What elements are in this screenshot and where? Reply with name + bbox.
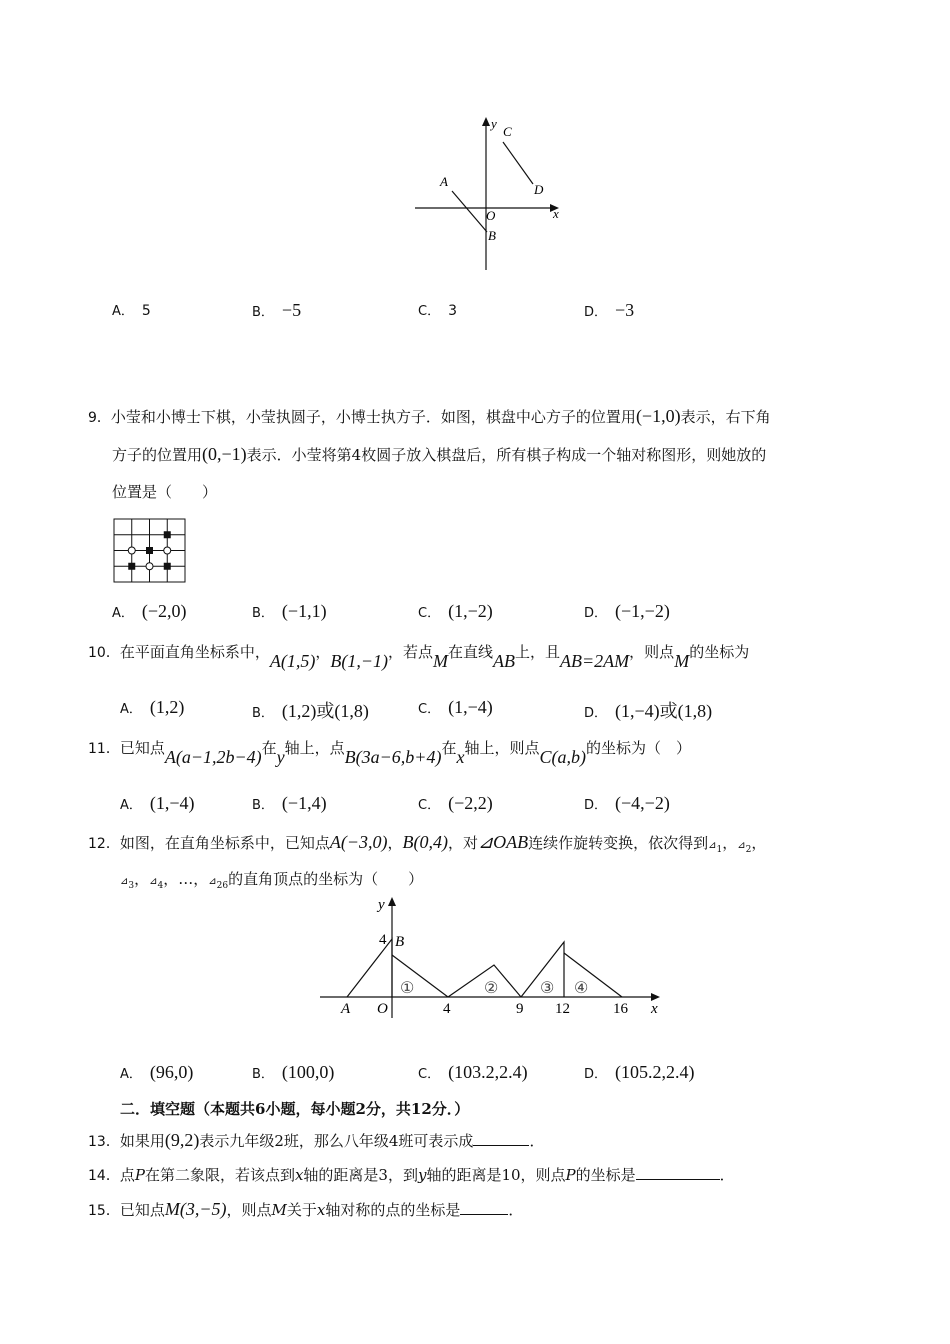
q11-option-b[interactable]	[252, 793, 327, 814]
q10-text: ，	[315, 643, 331, 661]
triangle-symbol: ⊿	[208, 876, 217, 887]
q15-text: ，则点	[226, 1201, 272, 1219]
q13-line	[88, 1130, 544, 1152]
round-piece	[146, 563, 153, 570]
q12-triangle-oab: ⊿OAB	[478, 832, 529, 852]
q10-text: 上，且	[515, 643, 561, 661]
q12-option-c[interactable]	[418, 1062, 528, 1083]
option-label: D．	[584, 606, 608, 621]
option-label: C．	[418, 606, 441, 621]
q9-option-a[interactable]	[112, 601, 187, 622]
q10-text: ，则点	[629, 643, 675, 661]
q9-option-d[interactable]	[584, 601, 670, 622]
label-b: B	[488, 228, 496, 243]
q14-axis-y: y	[417, 1166, 427, 1184]
round-piece	[164, 547, 171, 554]
q9-text: 位置是（ ）	[112, 483, 218, 501]
q8-option-c[interactable]	[418, 300, 457, 319]
q11-option-a[interactable]	[120, 793, 195, 814]
q12-option-a[interactable]	[120, 1062, 193, 1083]
q10-text: 在直线	[448, 643, 494, 661]
label-4-y: 4	[379, 932, 387, 948]
option-label: B．	[252, 305, 274, 320]
triangle-symbol: ⊿	[708, 840, 717, 851]
tick-9: 9	[516, 1001, 524, 1017]
tick-12: 12	[555, 1001, 570, 1017]
tick-16: 16	[613, 1001, 628, 1017]
round-piece	[128, 547, 135, 554]
triangle-subscript: 2	[745, 845, 752, 855]
q10-text: ，若点	[387, 643, 433, 661]
q10-line-ab: AB	[493, 651, 516, 671]
q12-text: ，对	[447, 834, 478, 852]
q14-text: 点	[119, 1166, 135, 1184]
q10-option-d[interactable]	[584, 697, 712, 723]
q10-point-m2: M	[674, 651, 690, 671]
q9-option-c[interactable]	[418, 601, 493, 622]
option-label: A．	[120, 1067, 142, 1082]
option-label: A．	[112, 304, 134, 319]
q12-text: ，	[387, 834, 403, 852]
q10-text: 在平面直角坐标系中，	[119, 643, 270, 661]
section-heading: 二．填空题（本题共6小题，每小题2分，共12分．）	[120, 1100, 470, 1118]
label-y: y	[491, 116, 497, 131]
q15-point-m2: M	[271, 1201, 287, 1219]
q15-point-m: M(3,−5)	[164, 1199, 227, 1219]
option-label: D．	[584, 305, 608, 320]
label-c: C	[503, 124, 512, 139]
q9-board-figure	[112, 517, 188, 585]
q11-axis-y: y	[276, 747, 285, 767]
q12-point-b: B(0,4)	[402, 832, 448, 852]
option-value: (−4,−2)	[615, 793, 670, 813]
q9-text: 表示．小莹将第4枚圆子放入棋盘后，所有棋子构成一个轴对称图形，则她放的	[246, 446, 767, 464]
label-x: x	[553, 206, 559, 221]
option-value: (1,2)	[149, 697, 185, 717]
circle-label-4: ④	[574, 980, 589, 997]
question-number: 15．	[88, 1203, 120, 1219]
label-a: A	[341, 1001, 351, 1017]
q12-figure	[318, 893, 668, 1025]
option-value: (1,−4)或(1,8)	[615, 701, 713, 721]
q10-option-b[interactable]	[252, 697, 369, 723]
option-label: A．	[120, 702, 142, 717]
q15-text: 已知点	[119, 1201, 165, 1219]
q9-text: 表示，右下角	[680, 408, 771, 426]
option-value: (1,−4)	[448, 697, 493, 717]
option-value: (1,−2)	[448, 601, 493, 621]
q12-text: ，	[134, 870, 150, 888]
q14-axis-x: x	[294, 1166, 304, 1184]
q10-point-m: M	[433, 651, 448, 671]
y-axis-arrow	[482, 117, 490, 126]
circle-label-2: ②	[484, 980, 499, 997]
question-number: 12．	[88, 836, 120, 852]
q13-text: ．	[529, 1132, 545, 1150]
q11-text: 轴上，点	[284, 739, 345, 757]
circle-label-1: ①	[400, 980, 415, 997]
answer-blank[interactable]	[636, 1165, 720, 1180]
q13-text: 表示九年级2班，那么八年级4班可表示成	[199, 1132, 474, 1150]
q10-line1	[88, 641, 750, 671]
triangle-symbol: ⊿	[120, 876, 129, 887]
triangle-4	[564, 953, 622, 997]
q14-line	[88, 1165, 735, 1186]
tick-4: 4	[443, 1001, 451, 1017]
triangle-subscript: 4	[157, 881, 164, 891]
q15-axis-x: x	[316, 1201, 326, 1219]
q14-text: ．	[719, 1166, 735, 1184]
q11-text: 的坐标为（ ）	[585, 739, 691, 757]
label-d: D	[534, 182, 544, 197]
option-value: (−1,−2)	[615, 601, 670, 621]
q11-point-c: C(a,b)	[539, 747, 586, 767]
q9-point1: (−1,0)	[635, 406, 681, 426]
q10-point-b: B(1,−1)	[330, 651, 388, 671]
q12-text: 连续作旋转变换，依次得到	[528, 834, 709, 852]
triangle-subscript: 3	[128, 881, 135, 891]
question-number: 14．	[88, 1168, 120, 1184]
q9-text: 小莹和小博士下棋，小莹执圆子，小博士执方子．如图，棋盘中心方子的位置用	[110, 408, 636, 426]
segment-ab	[452, 191, 487, 232]
q11-point-a: A(a−1,2b−4)	[164, 747, 262, 767]
option-value: 5	[141, 303, 151, 319]
option-value: (105.2,2.4)	[615, 1062, 695, 1082]
q11-text: 已知点	[119, 739, 165, 757]
option-label: A．	[112, 606, 134, 621]
x-axis-arrow	[651, 993, 660, 1001]
q15-text: 轴对称的点的坐标是	[325, 1201, 461, 1219]
q12-text: 的直角顶点的坐标为（ ）	[228, 870, 424, 888]
q13-text: 如果用	[119, 1132, 165, 1150]
question-number: 13．	[88, 1134, 120, 1150]
option-label: B．	[252, 798, 274, 813]
q12-option-b[interactable]	[252, 1062, 334, 1083]
q8-option-b[interactable]	[252, 300, 301, 321]
square-piece	[128, 563, 135, 570]
triangle-subscript: 26	[216, 881, 229, 891]
q11-point-b: B(3a−6,b+4)	[344, 747, 442, 767]
triangle-symbol: ⊿	[149, 876, 158, 887]
q10-option-c[interactable]	[418, 697, 493, 718]
q11-text: 在	[261, 739, 277, 757]
option-label: C．	[418, 1067, 441, 1082]
q14-text: 的坐标是	[575, 1166, 636, 1184]
q12-text: ，	[751, 834, 767, 852]
triangle-subscript: 1	[716, 845, 723, 855]
q13-point: (9,2)	[164, 1130, 200, 1150]
q9-point2: (0,−1)	[202, 444, 247, 464]
option-value: (−1,4)	[281, 793, 327, 813]
option-label: D．	[584, 706, 608, 721]
triangle-symbol: ⊿	[737, 840, 746, 851]
option-value: 3	[448, 303, 457, 319]
option-value: (103.2,2.4)	[448, 1062, 528, 1082]
q11-text: 轴上，则点	[464, 739, 540, 757]
label-b: B	[395, 934, 405, 950]
option-value: (96,0)	[149, 1062, 194, 1082]
square-piece	[146, 547, 153, 554]
q14-text: 在第二象限，若该点到	[144, 1166, 295, 1184]
label-o: O	[486, 208, 496, 223]
option-label: C．	[418, 304, 441, 319]
option-value: −5	[281, 300, 302, 320]
option-label: B．	[252, 606, 274, 621]
label-a: A	[440, 174, 448, 189]
q14-point-p2: P	[565, 1166, 576, 1184]
q11-line1	[88, 737, 691, 767]
q15-text: 关于	[286, 1201, 317, 1219]
q11-option-c[interactable]	[418, 793, 493, 814]
option-label: B．	[252, 1067, 274, 1082]
option-label: D．	[584, 1067, 608, 1082]
option-label: C．	[418, 702, 441, 717]
question-number: 10．	[88, 645, 120, 661]
q12-point-a: A(−3,0)	[329, 832, 388, 852]
label-o: O	[377, 1001, 388, 1017]
q10-option-a[interactable]	[120, 697, 184, 718]
q12-text: ，…，	[163, 870, 209, 888]
option-label: D．	[584, 798, 608, 813]
option-value: (−2,2)	[448, 793, 493, 813]
q9-line2	[112, 444, 766, 465]
label-y: y	[378, 897, 385, 913]
q8-option-d[interactable]	[584, 300, 634, 321]
question-number: 9．	[88, 410, 111, 426]
q11-text: 在	[441, 739, 457, 757]
option-value: (1,−4)	[149, 793, 195, 813]
option-label: A．	[120, 798, 142, 813]
segment-cd	[503, 142, 533, 184]
square-piece	[164, 531, 171, 538]
q15-text: ．	[508, 1201, 524, 1219]
q11-axis-x: x	[456, 747, 465, 767]
q10-point-a: A(1,5)	[269, 651, 316, 671]
square-piece	[164, 563, 171, 570]
option-value: (1,2)或(1,8)	[281, 701, 369, 721]
option-label: C．	[418, 798, 441, 813]
q10-equation: AB=2AM	[560, 651, 630, 671]
q9-line3	[112, 482, 217, 502]
q10-text: 的坐标为	[689, 643, 750, 661]
q12-line2	[120, 869, 423, 896]
q9-text: 方子的位置用	[112, 446, 203, 464]
option-value: (100,0)	[281, 1062, 335, 1082]
option-value: −3	[615, 300, 635, 320]
q8-option-a[interactable]	[112, 300, 151, 319]
q9-line1	[88, 406, 771, 428]
q12-text: 如图，在直角坐标系中，已知点	[119, 834, 330, 852]
y-axis-arrow	[388, 897, 396, 906]
q8-figure	[405, 112, 575, 274]
option-value: (−2,0)	[141, 601, 187, 621]
option-label: B．	[252, 706, 274, 721]
q14-text: 轴的距离是10，则点	[426, 1166, 566, 1184]
q9-option-b[interactable]	[252, 601, 327, 622]
q12-option-d[interactable]	[584, 1062, 695, 1083]
circle-label-3: ③	[540, 980, 555, 997]
answer-blank[interactable]	[473, 1131, 529, 1146]
q14-point-p: P	[134, 1166, 145, 1184]
question-number: 11．	[88, 741, 120, 757]
answer-blank[interactable]	[460, 1200, 508, 1215]
q14-text: 轴的距离是3，到	[303, 1166, 418, 1184]
q12-line1	[88, 832, 766, 860]
q15-line	[88, 1199, 523, 1221]
q11-option-d[interactable]	[584, 793, 670, 814]
label-x: x	[651, 1001, 658, 1017]
q12-text: ，	[722, 834, 738, 852]
option-value: (−1,1)	[281, 601, 327, 621]
